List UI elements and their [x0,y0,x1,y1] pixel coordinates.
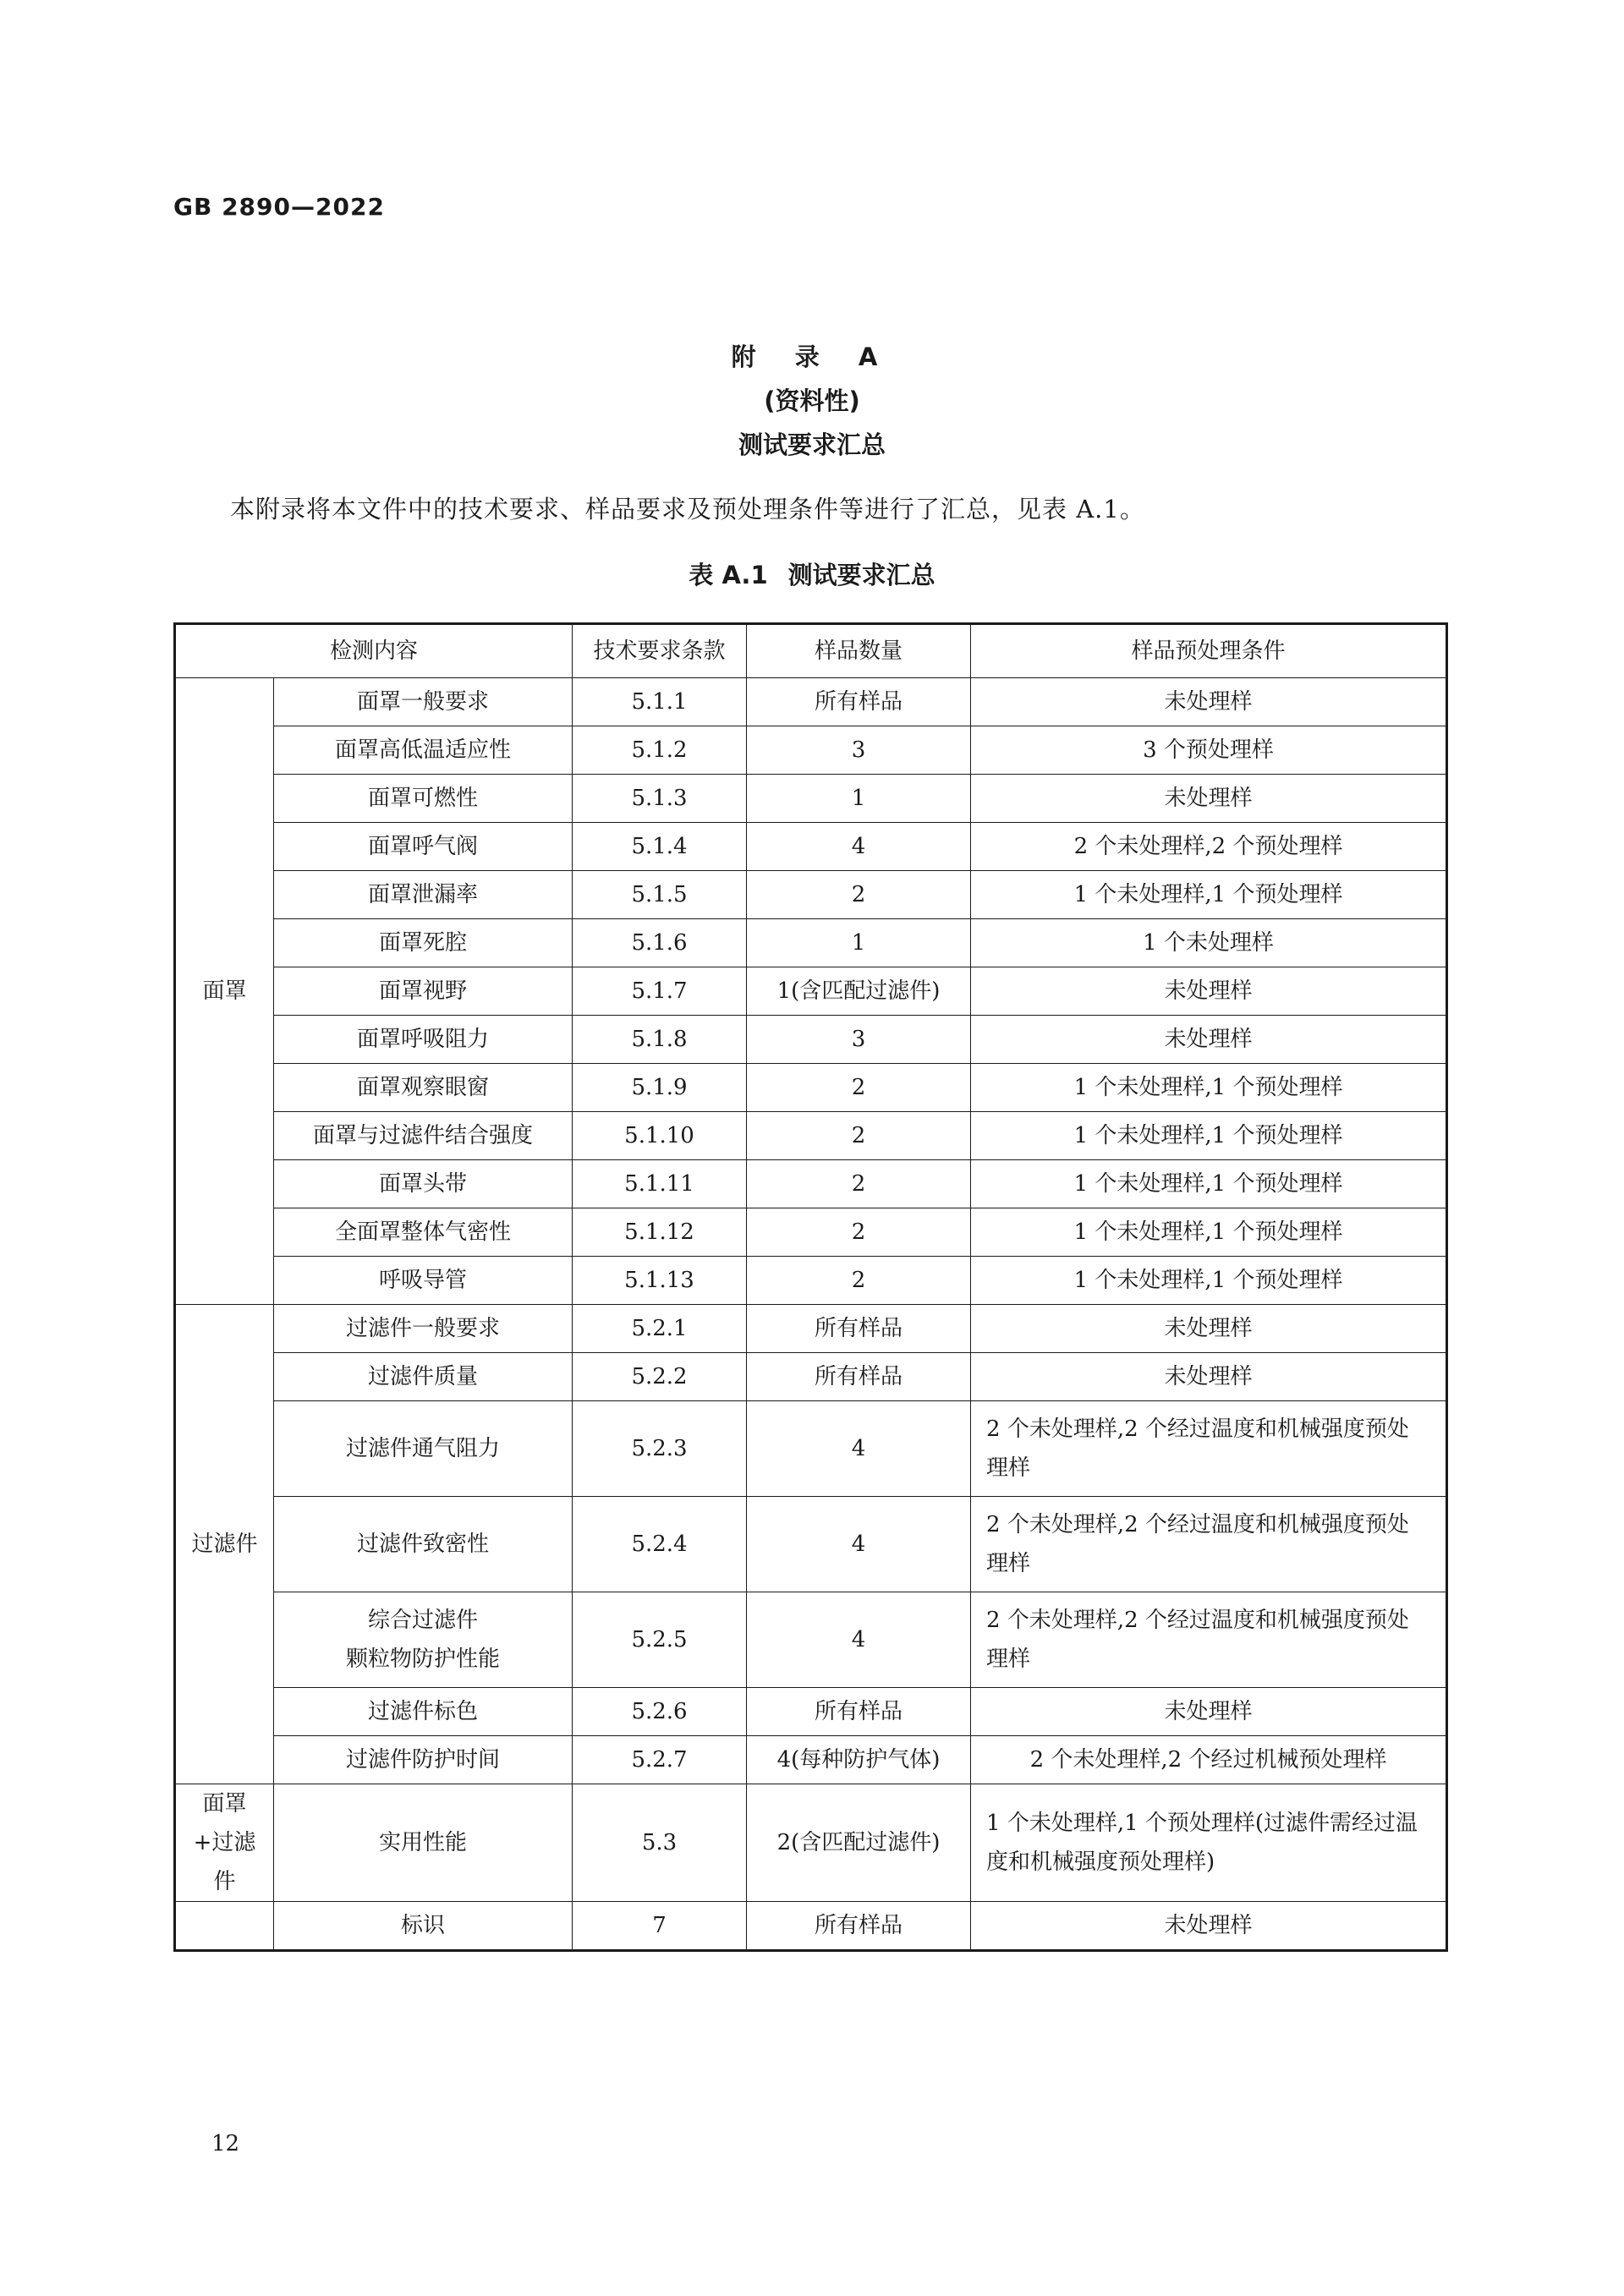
cell-qty: 2(含匹配过滤件) [747,1784,971,1902]
table-caption-title: 测试要求汇总 [787,561,935,589]
cell-clause: 5.2.5 [573,1592,747,1688]
cell-clause: 5.1.6 [573,919,747,967]
cell-condition: 1 个未处理样,1 个预处理样 [971,1064,1447,1112]
table-row [175,1112,1447,1160]
cell-condition: 2 个未处理样,2 个经过温度和机械强度预处理样 [971,1592,1447,1688]
cell-condition: 1 个未处理样,1 个预处理样 [971,1112,1447,1160]
cell-item: 过滤件致密性 [274,1497,573,1592]
cell-clause: 5.2.1 [573,1305,747,1353]
cell-qty: 4 [747,1592,971,1688]
cell-item: 过滤件一般要求 [274,1305,573,1353]
cell-item-line1: 综合过滤件 [368,1608,479,1633]
cell-qty: 2 [747,1160,971,1208]
cell-qty: 4 [747,1497,971,1592]
cell-clause: 7 [573,1902,747,1951]
appendix-title: 附 录 A [731,342,893,371]
cell-condition: 未处理样 [971,1305,1447,1353]
cell-qty: 1 [747,919,971,967]
cell-item: 呼吸导管 [274,1257,573,1305]
cell-clause: 5.2.3 [573,1401,747,1497]
group-label-filter: 过滤件 [175,1305,274,1784]
cell-condition: 2 个未处理样,2 个经过温度和机械强度预处理样 [971,1401,1447,1497]
cell-item: 面罩高低温适应性 [274,726,573,775]
requirements-table [173,622,1448,1952]
cell-item: 面罩视野 [274,967,573,1016]
cell-qty: 4(每种防护气体) [747,1736,971,1784]
header-pretreatment: 样品预处理条件 [971,624,1447,678]
appendix-heading: 测试要求汇总 [738,430,886,459]
table-caption-number: 表 A.1 [689,561,768,589]
cell-item: 面罩与过滤件结合强度 [274,1112,573,1160]
table-row [175,1784,1447,1902]
cell-qty: 1 [747,775,971,823]
cell-clause: 5.2.7 [573,1736,747,1784]
header-clause: 技术要求条款 [573,624,747,678]
table-row [175,1208,1447,1257]
cell-item: 过滤件质量 [274,1353,573,1401]
group-label-mask-filter: 面罩+过滤件 [175,1784,274,1902]
cell-condition: 1 个未处理样,1 个预处理样 [971,1160,1447,1208]
table-row [175,1736,1447,1784]
cell-condition: 未处理样 [971,1016,1447,1064]
cell-clause: 5.2.4 [573,1497,747,1592]
intro-paragraph: 本附录将本文件中的技术要求、样品要求及预处理条件等进行了汇总，见表 A.1。 [230,495,1145,523]
document-code: GB 2890—2022 [173,193,385,221]
table-row [175,1497,1447,1592]
cell-item: 标识 [274,1902,573,1951]
table-row [175,1353,1447,1401]
cell-qty: 2 [747,1208,971,1257]
cell-item: 面罩一般要求 [274,678,573,726]
cell-condition: 未处理样 [971,678,1447,726]
table-row [175,775,1447,823]
appendix-nature: (资料性) [764,386,860,415]
table-row [175,1064,1447,1112]
cell-qty: 所有样品 [747,678,971,726]
cell-clause: 5.1.1 [573,678,747,726]
table-row [175,1305,1447,1353]
cell-clause: 5.1.2 [573,726,747,775]
cell-condition: 未处理样 [971,1688,1447,1736]
cell-item: 过滤件通气阻力 [274,1401,573,1497]
header-test-content: 检测内容 [175,624,573,678]
cell-qty: 2 [747,1257,971,1305]
table-row [175,871,1447,919]
cell-item: 实用性能 [274,1784,573,1902]
cell-qty: 4 [747,823,971,871]
cell-item: 面罩呼气阀 [274,823,573,871]
table-row [175,967,1447,1016]
cell-qty: 2 [747,1112,971,1160]
cell-condition: 1 个未处理样,1 个预处理样 [971,1208,1447,1257]
cell-qty: 所有样品 [747,1305,971,1353]
cell-clause: 5.1.9 [573,1064,747,1112]
cell-condition: 3 个预处理样 [971,726,1447,775]
cell-item [274,1592,573,1688]
cell-item: 过滤件防护时间 [274,1736,573,1784]
cell-qty: 3 [747,1016,971,1064]
cell-clause: 5.3 [573,1784,747,1902]
table-row [175,1592,1447,1688]
table-row [175,1257,1447,1305]
cell-condition: 2 个未处理样,2 个预处理样 [971,823,1447,871]
cell-condition: 1 个未处理样,1 个预处理样 [971,1257,1447,1305]
cell-condition: 2 个未处理样,2 个经过温度和机械强度预处理样 [971,1497,1447,1592]
cell-item: 面罩头带 [274,1160,573,1208]
cell-clause: 5.1.5 [573,871,747,919]
table-caption [0,556,1624,591]
cell-condition: 未处理样 [971,775,1447,823]
cell-item: 面罩可燃性 [274,775,573,823]
group-label-empty [175,1902,274,1951]
cell-qty: 2 [747,1064,971,1112]
cell-clause: 5.1.11 [573,1160,747,1208]
cell-item: 面罩呼吸阻力 [274,1016,573,1064]
group-label-mask: 面罩 [175,678,274,1305]
page-number: 12 [211,2131,240,2156]
table-row [175,1688,1447,1736]
cell-qty: 所有样品 [747,1688,971,1736]
cell-clause: 5.1.8 [573,1016,747,1064]
cell-clause: 5.1.4 [573,823,747,871]
cell-condition: 未处理样 [971,1902,1447,1951]
table-row [175,1902,1447,1951]
cell-clause: 5.1.10 [573,1112,747,1160]
cell-item-line2: 颗粒物防护性能 [346,1647,501,1672]
table-row [175,1401,1447,1497]
cell-condition: 未处理样 [971,1353,1447,1401]
cell-qty: 所有样品 [747,1902,971,1951]
cell-condition: 未处理样 [971,967,1447,1016]
cell-item: 过滤件标色 [274,1688,573,1736]
cell-item: 全面罩整体气密性 [274,1208,573,1257]
cell-clause: 5.1.13 [573,1257,747,1305]
cell-clause: 5.1.7 [573,967,747,1016]
table-row [175,1160,1447,1208]
table-row [175,726,1447,775]
table-row [175,678,1447,726]
cell-condition: 1 个未处理样,1 个预处理样 [971,871,1447,919]
cell-qty: 2 [747,871,971,919]
cell-qty: 4 [747,1401,971,1497]
cell-clause: 5.2.6 [573,1688,747,1736]
cell-clause: 5.2.2 [573,1353,747,1401]
cell-clause: 5.1.12 [573,1208,747,1257]
cell-qty: 3 [747,726,971,775]
cell-qty: 1(含匹配过滤件) [747,967,971,1016]
cell-item: 面罩死腔 [274,919,573,967]
table-header-row [175,624,1447,678]
cell-condition: 1 个未处理样,1 个预处理样(过滤件需经过温度和机械强度预处理样) [971,1784,1447,1902]
cell-condition: 2 个未处理样,2 个经过机械预处理样 [971,1736,1447,1784]
cell-clause: 5.1.3 [573,775,747,823]
cell-qty: 所有样品 [747,1353,971,1401]
header-sample-qty: 样品数量 [747,624,971,678]
cell-item: 面罩观察眼窗 [274,1064,573,1112]
table-row [175,1016,1447,1064]
cell-item: 面罩泄漏率 [274,871,573,919]
cell-condition: 1 个未处理样 [971,919,1447,967]
table-row [175,823,1447,871]
table-row [175,919,1447,967]
